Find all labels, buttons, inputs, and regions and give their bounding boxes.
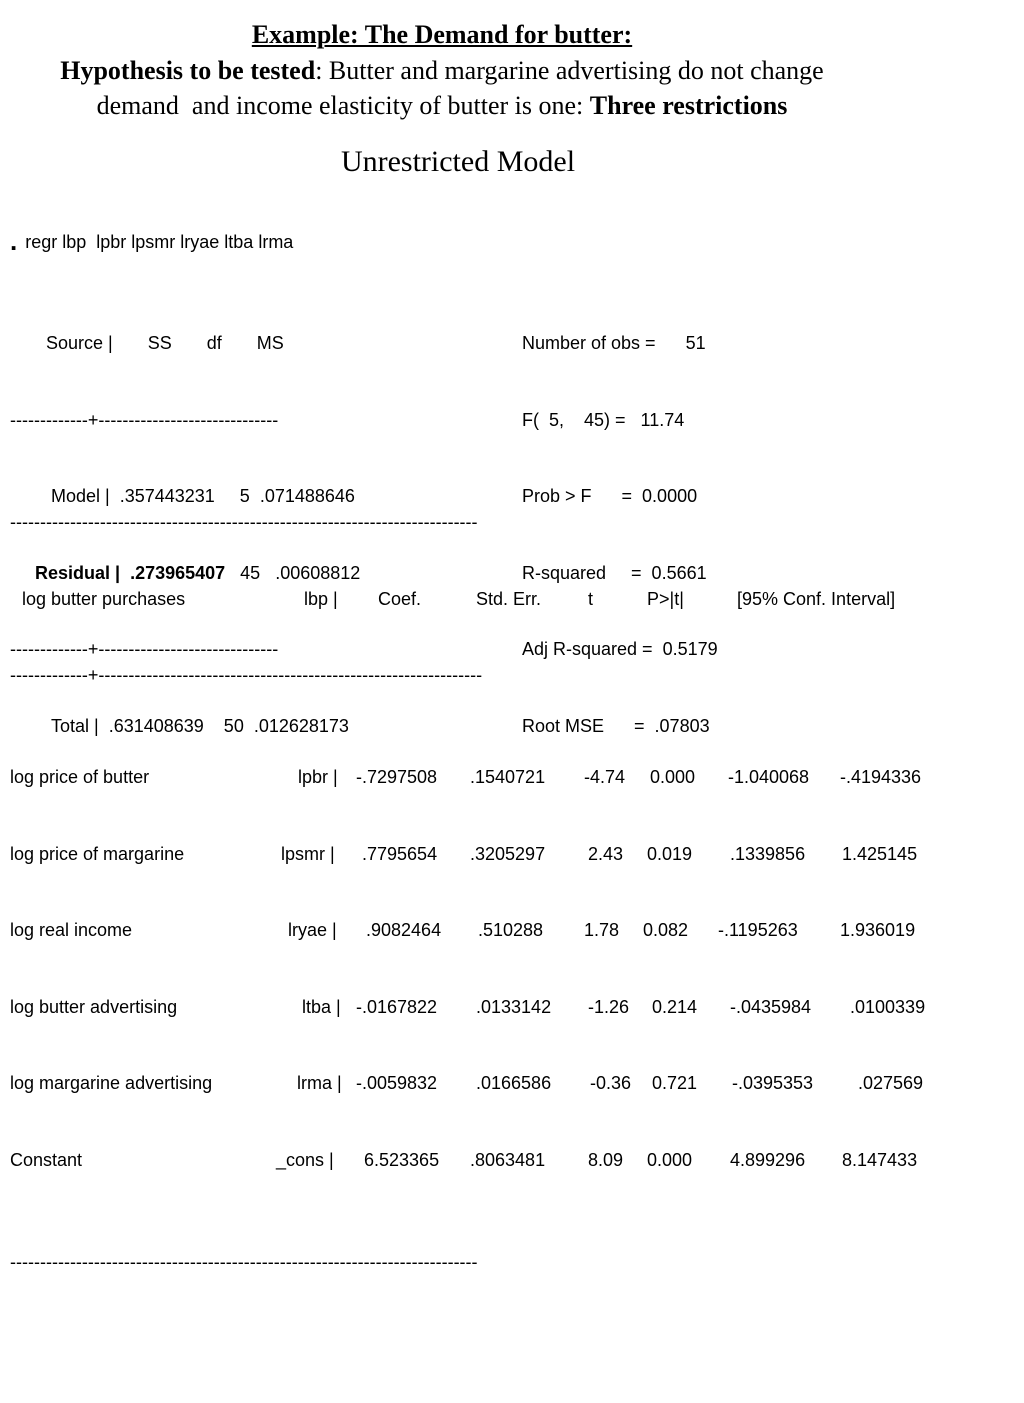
header-depvar: log butter purchases [22, 588, 186, 609]
residual-label: Residual | .273965407 [35, 562, 226, 583]
anova-total-row: Total | .631408639 50 .012628173 [51, 715, 349, 736]
fit-statistics [522, 280, 718, 765]
header-ci: [95% Conf. Interval] [737, 588, 896, 609]
header-t: t [588, 588, 594, 609]
restrictions-bold: Three restrictions [589, 91, 788, 120]
restrictions-line [0, 91, 884, 121]
slide-title: Example: The Demand for butter: [251, 20, 633, 49]
header-var: lbp | [304, 588, 338, 609]
table-bottom-rule: ------------------------------------------------------------------------------ [10, 1251, 478, 1272]
anova-separator: -------------+------------------------------ [10, 409, 279, 430]
header-coef: Coef. [378, 588, 422, 609]
hypothesis-text: : Butter and margarine advertising do not change [315, 56, 824, 85]
command-prompt: . [10, 226, 18, 256]
restrictions-text: demand and income elasticity of butter is one: [96, 91, 590, 120]
table-row: log price of margarine lpsmr | .7795654 .3205297 2.43 0.019 .1339856 1.425145 [10, 843, 918, 864]
stata-command [10, 226, 293, 257]
header-se: Std. Err. [476, 588, 542, 609]
table-row: log butter advertising ltba | -.0167822 .0133142 -1.26 0.214 -.0435984 .0100339 [10, 996, 926, 1017]
hypothesis-line [0, 56, 884, 86]
table-row: Constant _cons | 6.523365 .8063481 8.09 0.000 4.899296 8.147433 [10, 1149, 918, 1170]
stat-rmse: Root MSE = .07803 [522, 715, 710, 736]
table-row: log margarine advertising lrma | -.0059832 .0166586 -0.36 0.721 -.0395353 .027569 [10, 1073, 924, 1093]
table-row: log price of butter lpbr | -.7297508 .1540721 -4.74 0.000 -1.040068 -.4194336 [10, 767, 922, 787]
stat-prob: Prob > F = 0.0000 [522, 486, 698, 506]
stat-f: F( 5, 45) = 11.74 [522, 409, 685, 430]
anova-model-row: Model | .357443231 5 .071488646 [51, 486, 355, 506]
table-mid-rule: -------------+---------------------------------------------------------------- [10, 665, 483, 685]
table-row: log real income lryae | .9082464 .510288 1.78 0.082 -.1195263 1.936019 [10, 920, 916, 940]
table-header [10, 587, 896, 613]
stat-r2: R-squared = 0.5661 [522, 562, 707, 583]
table-top-rule: ------------------------------------------------------------------------------ [10, 512, 478, 532]
stat-adjr2: Adj R-squared = 0.5179 [522, 639, 718, 659]
hypothesis-label: Hypothesis to be tested [60, 56, 316, 85]
anova-header: Source | SS df MS [46, 333, 284, 353]
residual-values: 45 .00608812 [225, 562, 361, 583]
header-p: P>|t| [647, 588, 684, 609]
anova-separator: -------------+------------------------------ [10, 639, 279, 659]
stat-nobs: Number of obs = 51 [522, 333, 706, 353]
model-subtitle: Unrestricted Model [340, 145, 576, 178]
command-text: regr lbp lpbr lpsmr lryae ltba lrma [25, 232, 294, 252]
